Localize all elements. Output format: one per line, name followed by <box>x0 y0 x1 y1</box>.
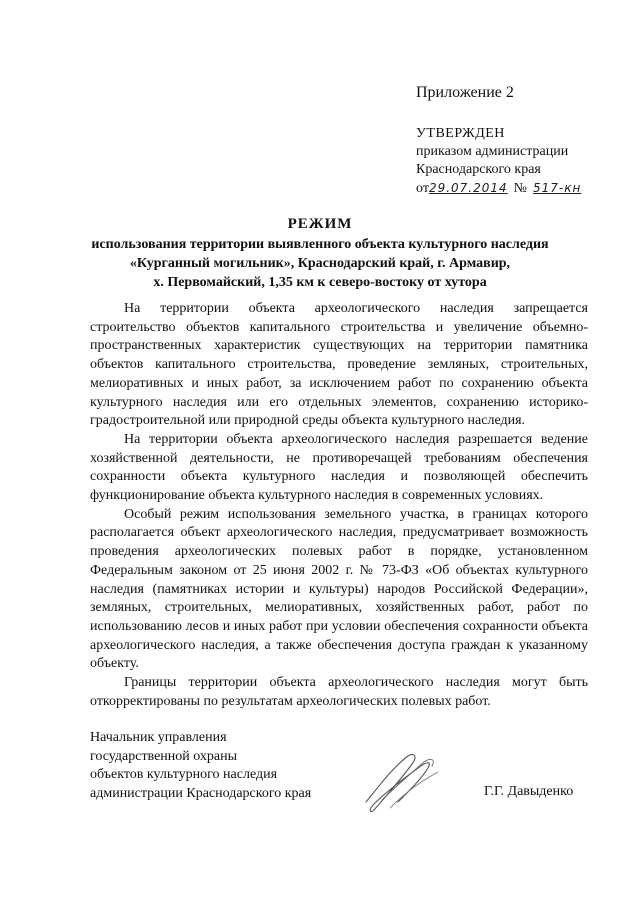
paragraph: Особый режим использования земельного участка, в границах которого располагается объект археологического наследия, предусматривает возможность проведения археологических полевых работ в порядке, установленном Федеральным законом от 25 июня 2002 г. № 73-ФЗ «Об объектах культурного наследия (памятниках истории и культуры) народов Российской Федерации», земляных, строительных, мелиоративных, хозяйственных работ, работ по использованию лесов и иных работ при условии обеспечения сохранности объекта археологического наследия, а также обеспечения доступа граждан к указанному объекту. <box>90 506 588 672</box>
signer-name: Г.Г. Давыденко <box>484 784 574 799</box>
order-date: 29.07.2014 <box>428 181 508 195</box>
order-line-2: Краснодарского края <box>416 162 541 177</box>
number-prefix: № <box>513 181 528 196</box>
paragraph: На территории объекта археологического наследия запрещается строительство объектов капитального строительства и увеличение объемно-пространственных характеристик существующих на территории памятника объектов капитального строительства, проведение земляных, строительных, мелиоративных и иных работ, за исключением работ по сохранению объекта культурного наследия или его отдельных элементов, сохранению историко-градостроительной или природной среды объекта культурного наследия. <box>90 301 588 429</box>
handwritten-signature <box>362 750 442 816</box>
approval-block <box>416 125 581 198</box>
paragraph: Границы территории объекта археологического наследия могут быть откорректированы по результатам археологических полевых работ. <box>90 675 588 709</box>
order-number: 517-кн <box>533 181 582 195</box>
position-line-1: Начальник управления <box>90 730 227 745</box>
appendix-label: Приложение 2 <box>416 84 514 101</box>
title-line-3: х. Первомайский, 1,35 км к северо-востоку от хутора <box>153 275 487 290</box>
position-line-2: государственной охраны <box>90 748 238 764</box>
position-line-3: объектов культурного наследия <box>90 767 278 782</box>
order-date-line <box>416 179 581 198</box>
order-line-1: приказом администрации <box>416 144 569 159</box>
paragraph: На территории объекта археологического наследия разрешается ведение хозяйственной деятельности, не противоречащей требованиям обеспечения сохранности объекта культурного наследия и позволяющей обеспечить функционирование объекта культурного наследия в современных условиях. <box>90 431 588 504</box>
document-body <box>90 300 588 711</box>
title-line-2: «Курганный могильник», Краснодарский край, г. Армавир, <box>129 256 511 271</box>
document-title <box>60 215 580 292</box>
position-line-4: администрации Краснодарского края <box>90 785 312 801</box>
date-prefix: от <box>416 181 429 196</box>
title-main: РЕЖИМ <box>287 216 353 232</box>
title-line-1: использования территории выявленного объекта культурного наследия <box>91 237 549 252</box>
approved-heading: УТВЕРЖДЕН <box>416 126 505 141</box>
signer-position <box>90 729 311 803</box>
